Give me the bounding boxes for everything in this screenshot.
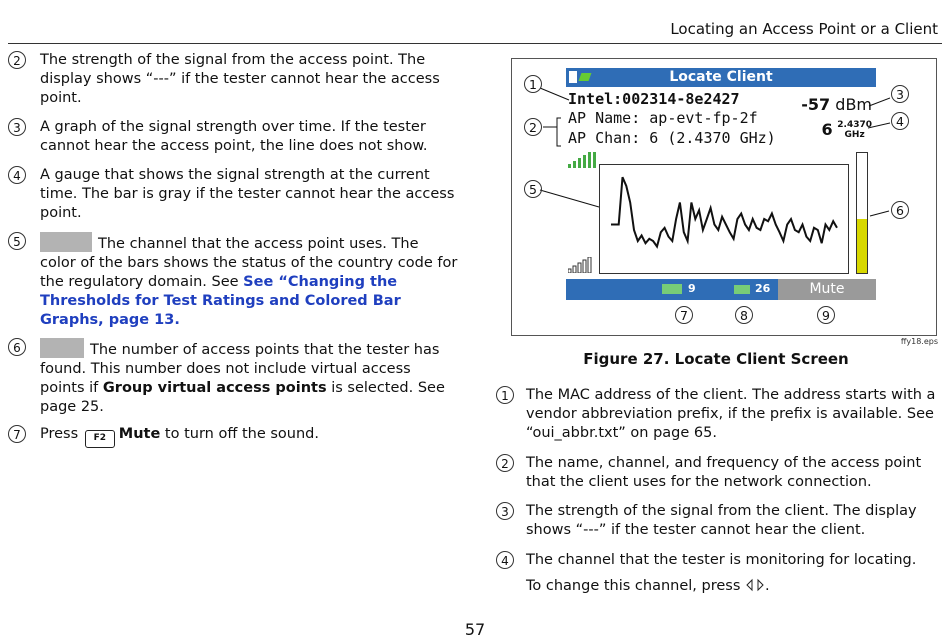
- item-text: To change this channel, press: [526, 578, 745, 594]
- frequency-unit: GHz: [844, 130, 865, 140]
- figure-callout: 3: [891, 85, 909, 103]
- list-item: [8, 338, 458, 417]
- item-text: A gauge that shows the signal strength at the current time. The bar is gray if the tester cannot hear the access point.: [40, 167, 455, 221]
- callout-number: 3: [496, 502, 514, 520]
- item-text: .: [765, 578, 770, 594]
- item-text: Press: [40, 426, 83, 442]
- item-text: The channel that the tester is monitoring for locating.: [526, 552, 917, 568]
- item-text: The number of access points that the tester has found. This number does not include virtual access points if: [40, 342, 440, 396]
- figure-callout: 9: [817, 306, 835, 324]
- callout-number: 4: [496, 551, 514, 569]
- list-item: [496, 551, 941, 596]
- callout-number: 6: [8, 338, 26, 356]
- screen-title: Locate Client: [669, 69, 773, 85]
- callout-leaders: [511, 58, 937, 336]
- figure-file-name: ffy18.eps: [900, 337, 938, 346]
- ap-count-swatch: [40, 338, 84, 358]
- callout-number: 1: [496, 386, 514, 404]
- ap-channel: AP Chan: 6 (2.4370 GHz): [568, 129, 776, 147]
- mute-label: Mute: [118, 426, 161, 442]
- item-text: The channel that the access point uses. The color of the bars shows the status of the country code for the regulatory domain. See: [40, 236, 458, 290]
- ap-count: 9: [688, 282, 696, 295]
- callout-number: 4: [8, 166, 26, 184]
- cross-reference-link[interactable]: See “Changing the Thresholds for Test Ratings and Colored Bar Graphs, page 13.: [40, 274, 401, 328]
- item-text: The strength of the signal from the client. The display shows “---” if the tester cannot hear the client.: [526, 503, 917, 538]
- list-item: [496, 386, 941, 443]
- frequency-value: 2.4370: [837, 120, 872, 130]
- list-item: [496, 502, 941, 540]
- callout-number: 5: [8, 232, 26, 250]
- mute-softkey[interactable]: Mute: [778, 279, 876, 300]
- list-item: [8, 51, 458, 108]
- ap-name: AP Name: ap-evt-fp-2f: [568, 109, 758, 127]
- list-item: [8, 118, 458, 156]
- header-rule: [8, 43, 942, 44]
- figure-callout: 4: [891, 112, 909, 130]
- callout-number: 2: [496, 454, 514, 472]
- client-mac: Intel:002314-8e2427: [568, 90, 740, 108]
- item-text: The MAC address of the client. The address starts with a vendor abbreviation prefix, if the prefix is available. See “oui_abbr.txt” on page 65.: [526, 387, 936, 441]
- signal-value: -57: [801, 95, 831, 114]
- item-text: The strength of the signal from the access point. The display shows “---” if the tester cannot hear the access point.: [40, 52, 440, 106]
- callout-number: 2: [8, 51, 26, 69]
- callout-number: 3: [8, 118, 26, 136]
- figure-callout: 1: [524, 75, 542, 93]
- item-text: is selected. See page 25.: [40, 380, 445, 415]
- item-text: to turn off the sound.: [160, 426, 319, 442]
- figure-callout: 5: [524, 180, 542, 198]
- channel-bar-swatch: [40, 232, 92, 252]
- client-count: 26: [755, 282, 771, 295]
- figure-callout: 7: [675, 306, 693, 324]
- figure-callout: 8: [735, 306, 753, 324]
- figure-callout: 2: [524, 118, 542, 136]
- channel-value: 6: [821, 120, 833, 139]
- item-text: The name, channel, and frequency of the access point that the client uses for the network connection.: [526, 455, 922, 490]
- list-item: [8, 232, 458, 330]
- list-item: [496, 454, 941, 492]
- figure-callout: 6: [891, 201, 909, 219]
- f2-key-icon: F2: [85, 430, 115, 448]
- signal-unit: dBm: [835, 95, 872, 114]
- item-text: A graph of the signal strength over time. If the tester cannot hear the access point, the line does not show.: [40, 119, 428, 154]
- page-number: 57: [464, 620, 486, 639]
- list-item: [8, 166, 458, 223]
- figure-caption: Figure 27. Locate Client Screen: [583, 350, 849, 368]
- callout-number: 7: [8, 425, 26, 443]
- running-header: Locating an Access Point or a Client: [670, 20, 938, 38]
- setting-name: Group virtual access points: [102, 380, 327, 396]
- list-item: [8, 425, 458, 448]
- left-right-arrow-keys-icon: [745, 577, 765, 593]
